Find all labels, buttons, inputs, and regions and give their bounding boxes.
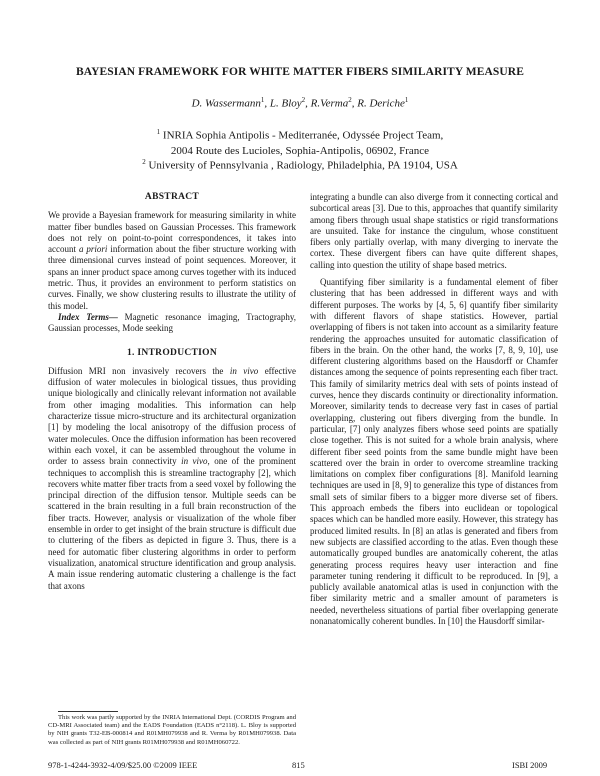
index-terms-label: Index Terms— <box>58 311 118 322</box>
abstract-segment: We provide a Bayesian framework for measuring similarity in white matter fiber bundles based on Gaussian Processes. This framework does not rely on point-to-point correspondences, it takes into account <box>48 210 296 255</box>
affiliation-line <box>60 155 540 174</box>
author-affil-marker: 1 <box>260 96 265 104</box>
author-affil-marker: 1 <box>404 96 409 104</box>
introduction-heading: 1. INTRODUCTION <box>126 347 217 358</box>
intro-emphasis: in vivo <box>181 456 208 467</box>
left-column <box>48 192 296 592</box>
author-separator: , <box>351 97 358 110</box>
abstract-heading: ABSTRACT <box>144 192 200 202</box>
affiliation-marker: 2 <box>142 158 146 166</box>
intro-emphasis: in vivo <box>229 365 259 376</box>
abstract-segment: information about the fiber structure working with three dimensional curves instead of point sequences. Moreover, it spans an inner product space among curves together with its induced metric. Thus, it provides an environment to perform statistics on curves. Finally, we show clustering results to illustrate the utility of this model. <box>48 244 296 311</box>
author-affil-marker: 2 <box>301 96 306 104</box>
index-terms <box>48 312 296 335</box>
author-affil-marker: 2 <box>348 96 352 104</box>
footer-conference: ISBI 2009 <box>512 760 548 770</box>
affiliation-line <box>60 125 540 144</box>
abstract-text <box>48 210 296 312</box>
body-paragraph: Quantifying fiber similarity is a fundamental element of fiber clustering that has been addressed in different ways and with different purposes. The works by [4, 5, 6] quantify fiber similarity with different flavors of shape statistics. However, partial overlapping of fibers is not taken into account as a similarity feature rendering the approaches unsuited for automatic classification of fibers in the brain. On the other hand, the works [7, 8, 9, 10], use different clustering algorithms based on the Hausdorff or Chamfer distances among the sequence of points representing each fiber tract. This family of similarity metrics deal with sets of points instead of curves, hence they discards continuity or directionality information. Moreover, similarity tends to decrease very fast in cases of partial overlapping, clustering out fibers diverging from the bundle. In particular, [7] only analyzes fibers whose seed points are spatially close together. This is not suited for a whole brain analysis, where different fiber seed points from the same bundle might have been scattered over the brain in order to overcome streamline tracking limitations on complex fiber configurations [8]. Manifold learning techniques are used in [8, 9] to generalize this type of distances from small sets of similar fibers to a bigger more diverse set of fibers. This approach embeds the fibers into euclidean or topological spaces which can be handled more easily. However, this strategy has produced limited results. In [8] an atlas is generated and fibers from new subjects are classified according to the atlas. Even though these automatically grouped bundles are anatomically coherent, the atlas generating process requires heavy user interaction and fine parameter tuning rendering it difficult to be reproduced. In [9], a publicly available anatomical atlas is used in conjunction with the fiber similarity metric and a smaller amount of parameters is needed, nevertheless situations of partial fiber overlapping generate nonanatomically coherent bundles. In [10] the Hausdorff similar- <box>310 277 558 626</box>
author-separator: , <box>264 97 270 110</box>
intro-segment: , one of the prominent techniques to accomplish this is streamline tractography [2], which recovers white matter fiber tracts from a seed voxel by following the principal direction of the diffusion tensor. Multiple seeds can be scattered in the brain resulting in a full brain reconstruction of the fiber tracts. However, analysis or visualization of the whole fiber ensemble in order to get insight of the brain structure is difficult due to cluttering of the fibers as depicted in figure 3. Thus, there is a need for automatic fiber clustering algorithms in order to perform visualization, anatomical structure identification and group analysis. A main issue rendering automatic clustering a challenge is the fact that axons <box>48 456 296 591</box>
author-list <box>40 96 560 110</box>
intro-segment: effective diffusion of water molecules in biological tissues, thus providing unique biologically and clinically relevant information not available from other imaging modalities. This information can help characterize tissue micro-structure and its architectural organization [1] by modeling the local anisotropy of the diffusion process of water molecules. Once the diffusion information has been recovered within each voxel, it can be assembled throughout the volume in order to assess brain connectivity <box>48 365 296 467</box>
affiliation-text: INRIA Sophia Antipolis - Mediterranée, Odyssée Project Team, <box>162 129 444 142</box>
author-name: R.Verma <box>310 97 349 110</box>
affiliation-text: University of Pennsylvania , Radiology, Philadelphia, PA 19104, USA <box>148 159 458 172</box>
footer-isbn: 978-1-4244-3932-4/09/$25.00 ©2009 IEEE <box>48 760 198 770</box>
index-terms-text: Magnetic resonance imaging, Tractography, Gaussian processes, Mode seeking <box>48 311 296 334</box>
affiliation-2 <box>60 155 540 174</box>
affiliation-1 <box>60 125 540 159</box>
body-paragraph: integrating a bundle can also diverge from it connecting cortical and subcortical areas [3]. Due to this, approaches that quantify similarity among fibers through usual shape statistics or rigid transformations are unsuited. Take for instance the cingulum, whose constituent fibers only partially overlap, with many diverging to inervate the cortex. These divergent fibers can have quite different shapes, calling into question the utility of shape based metrics. <box>310 192 558 270</box>
introduction-paragraph <box>48 366 296 592</box>
author-name: L. Bloy <box>269 97 302 110</box>
affiliation-line: 2004 Route des Lucioles, Sophia-Antipolis, 06902, France <box>170 144 430 157</box>
paper-title: BAYESIAN FRAMEWORK FOR WHITE MATTER FIBERS SIMILARITY MEASURE <box>76 66 524 78</box>
abstract-emphasis: a priori <box>78 244 108 255</box>
footnote-text: This work was partly supported by the INRIA International Dept. (CORDIS Program and CD-MRI Associated team) and the EADS Foundation (EADS n°2118). L. Bloy is supported by NIH grants T32-EB-000814 and R01MH079938 and R. Verma by R01MH079938. Data was collected as part of NIH grants R01MH079938 and R01MH060722. <box>48 714 296 746</box>
affiliation-marker: 1 <box>156 128 161 136</box>
footnote-rule <box>58 711 118 712</box>
footnote <box>48 714 296 747</box>
author-name: D. Wassermann <box>191 97 261 110</box>
author-name: R. Deriche <box>357 97 405 110</box>
author-separator: , <box>305 97 311 110</box>
intro-segment: Diffusion MRI non invasively recovers the <box>48 365 230 376</box>
page-number: 815 <box>292 760 305 770</box>
right-column <box>310 192 558 627</box>
